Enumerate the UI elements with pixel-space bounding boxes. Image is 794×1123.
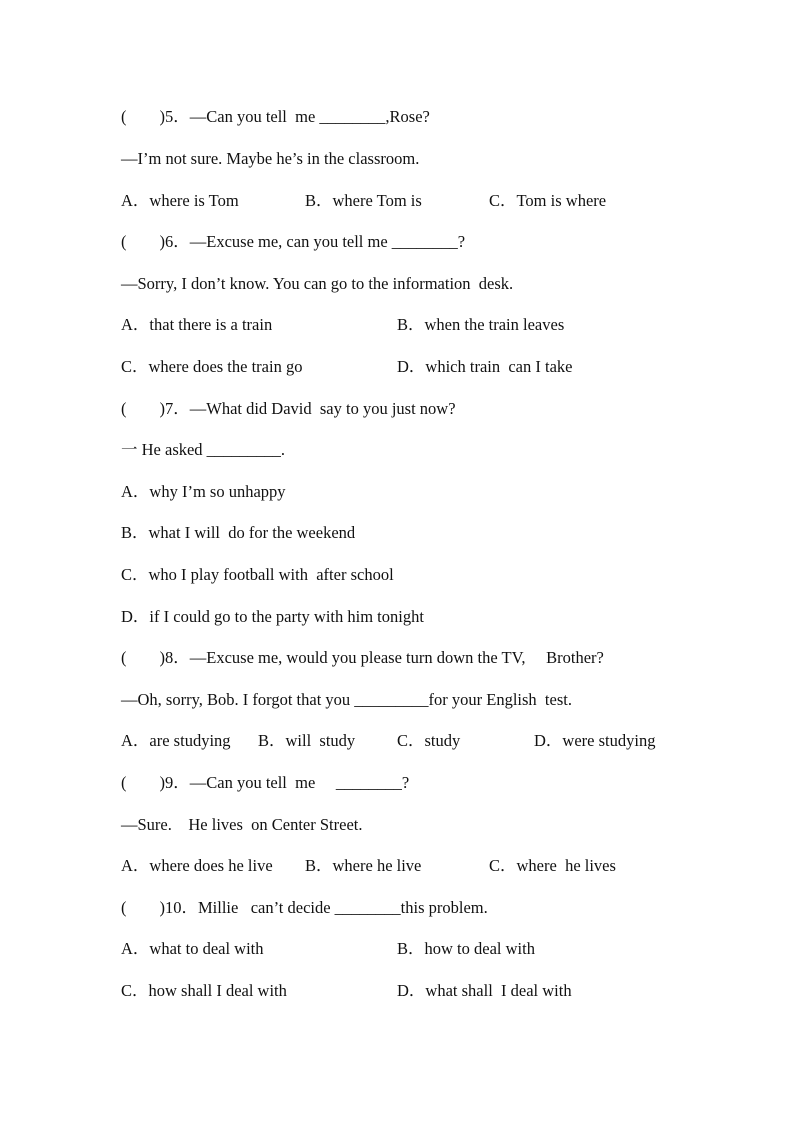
question-8-reply: —Oh, sorry, Bob. I forgot that you _________for your English test. (121, 690, 572, 709)
question-5-option-c: C．Tom is where (489, 191, 607, 210)
question-9-option-c: C．where he lives (489, 856, 616, 875)
question-9-stem: ( )9．—Can you tell me ________? (121, 773, 410, 792)
question-7-option-d: D．if I could go to the party with him tonight (121, 607, 424, 626)
question-5-option-b: B．where Tom is (305, 191, 422, 210)
question-7-stem: ( )7．—What did David say to you just now? (121, 399, 456, 418)
question-9-option-a: A．where does he live (121, 856, 273, 875)
question-10-option-c: C．how shall I deal with (121, 981, 287, 1000)
question-10-option-b: B．how to deal with (397, 939, 535, 958)
question-6-reply: —Sorry, I don’t know. You can go to the information desk. (121, 274, 514, 293)
question-9-reply: —Sure. He lives on Center Street. (121, 815, 363, 834)
question-7-option-b: B．what I will do for the weekend (121, 523, 356, 542)
question-5-reply: —I’m not sure. Maybe he’s in the classroom. (121, 149, 420, 168)
question-9-option-b: B．where he live (305, 856, 422, 875)
question-6-option-d: D．which train can I take (397, 357, 573, 376)
question-10-option-a: A．what to deal with (121, 939, 264, 958)
question-6-option-a: A．that there is a train (121, 315, 273, 334)
question-7-option-a: A．why I’m so unhappy (121, 482, 286, 501)
question-6-stem: ( )6．—Excuse me, can you tell me ________? (121, 232, 466, 251)
question-6-option-b: B．when the train leaves (397, 315, 565, 334)
question-6-option-c: C．where does the train go (121, 357, 303, 376)
question-5-option-a: A．where is Tom (121, 191, 239, 210)
question-8-option-d: D．were studying (534, 731, 656, 750)
question-5-stem: ( )5．—Can you tell me ________,Rose? (121, 107, 430, 126)
question-7-reply: 一 He asked _________. (121, 440, 286, 459)
question-7-option-c: C．who I play football with after school (121, 565, 394, 584)
question-8-option-b: B．will study (258, 731, 356, 750)
question-8-stem: ( )8．—Excuse me, would you please turn down the TV, Brother? (121, 648, 604, 667)
question-8-option-a: A．are studying (121, 731, 231, 750)
question-10-stem: ( )10．Millie can’t decide ________this problem. (121, 898, 488, 917)
question-10-option-d: D．what shall I deal with (397, 981, 572, 1000)
question-8-option-c: C．study (397, 731, 461, 750)
